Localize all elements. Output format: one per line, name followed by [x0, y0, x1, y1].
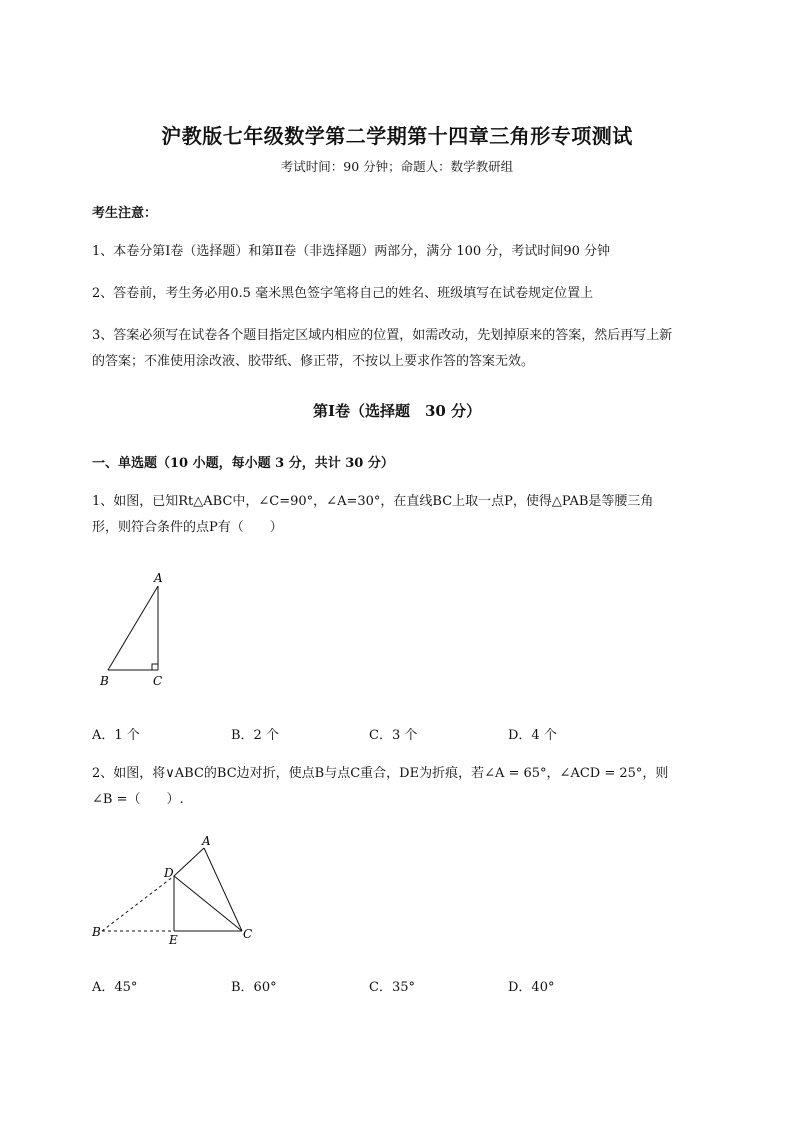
notice-item-1: 1、本卷分第Ⅰ卷（选择题）和第Ⅱ卷（非选择题）两部分，满分 100 分，考试时间90 分钟	[92, 244, 610, 259]
label-a: A	[202, 834, 211, 848]
segment-da	[174, 848, 204, 876]
question-2-option-b[interactable]: B．60°	[231, 980, 277, 995]
question-1-option-b[interactable]: B．2 个	[231, 728, 279, 743]
segment-bd-dashed	[102, 876, 174, 931]
notice-item-2: 2、答卷前，考生务必用0.5 毫米黑色签字笔将自己的姓名、班级填写在试卷规定位置上	[92, 286, 594, 301]
segment-dc	[174, 876, 242, 931]
label-a: A	[154, 571, 163, 585]
question-1-option-a[interactable]: A．1 个	[92, 728, 140, 743]
label-d: D	[164, 866, 174, 880]
question-2-line-1: 2、如图，将∨ABC的BC边对折，使点B与点C重合，DE为折痕，若∠A = 65°，∠ACD = 25°，则	[92, 766, 669, 781]
label-b: B	[92, 925, 101, 939]
side-ab	[108, 586, 158, 670]
notice-heading: 考生注意：	[92, 206, 158, 221]
question-2-line-2: ∠B =（ ）.	[92, 792, 184, 807]
label-c: C	[153, 674, 163, 688]
question-1-option-d[interactable]: D．4 个	[508, 728, 557, 743]
right-angle-mark	[152, 664, 158, 670]
label-b: B	[100, 674, 109, 688]
question-2-option-c[interactable]: C．35°	[369, 980, 415, 995]
question-2-figure	[90, 832, 270, 950]
question-2-option-d[interactable]: D．40°	[508, 980, 555, 995]
label-e: E	[169, 933, 178, 947]
page-title: 沪教版七年级数学第二学期第十四章三角形专项测试	[161, 124, 633, 148]
part-title: 一、单选题（10 小题，每小题 3 分，共计 30 分）	[92, 456, 394, 471]
section-title: 第Ⅰ卷（选择题 30 分）	[312, 402, 482, 420]
question-1-figure	[90, 568, 180, 693]
question-2-option-a[interactable]: A．45°	[92, 980, 138, 995]
notice-item-3: 3、答案必须写在试卷各个题目指定区域内相应的位置，如需改动，先划掉原来的答案，然后再写上新	[92, 328, 673, 343]
segment-ac	[204, 848, 242, 931]
question-1-line-1: 1、如图，已知Rt△ABC中，∠C=90°，∠A=30°，在直线BC上取一点P，使得△PAB是等腰三角	[92, 494, 654, 509]
question-1-option-c[interactable]: C．3 个	[369, 728, 418, 743]
exam-info: 考试时间：90 分钟；命题人：数学教研组	[280, 159, 514, 174]
question-1-line-2: 形，则符合条件的点P有（ ）	[92, 520, 283, 535]
label-c: C	[243, 927, 253, 941]
notice-item-3-cont: 的答案；不准使用涂改液、胶带纸、修正带，不按以上要求作答的答案无效。	[92, 354, 535, 369]
